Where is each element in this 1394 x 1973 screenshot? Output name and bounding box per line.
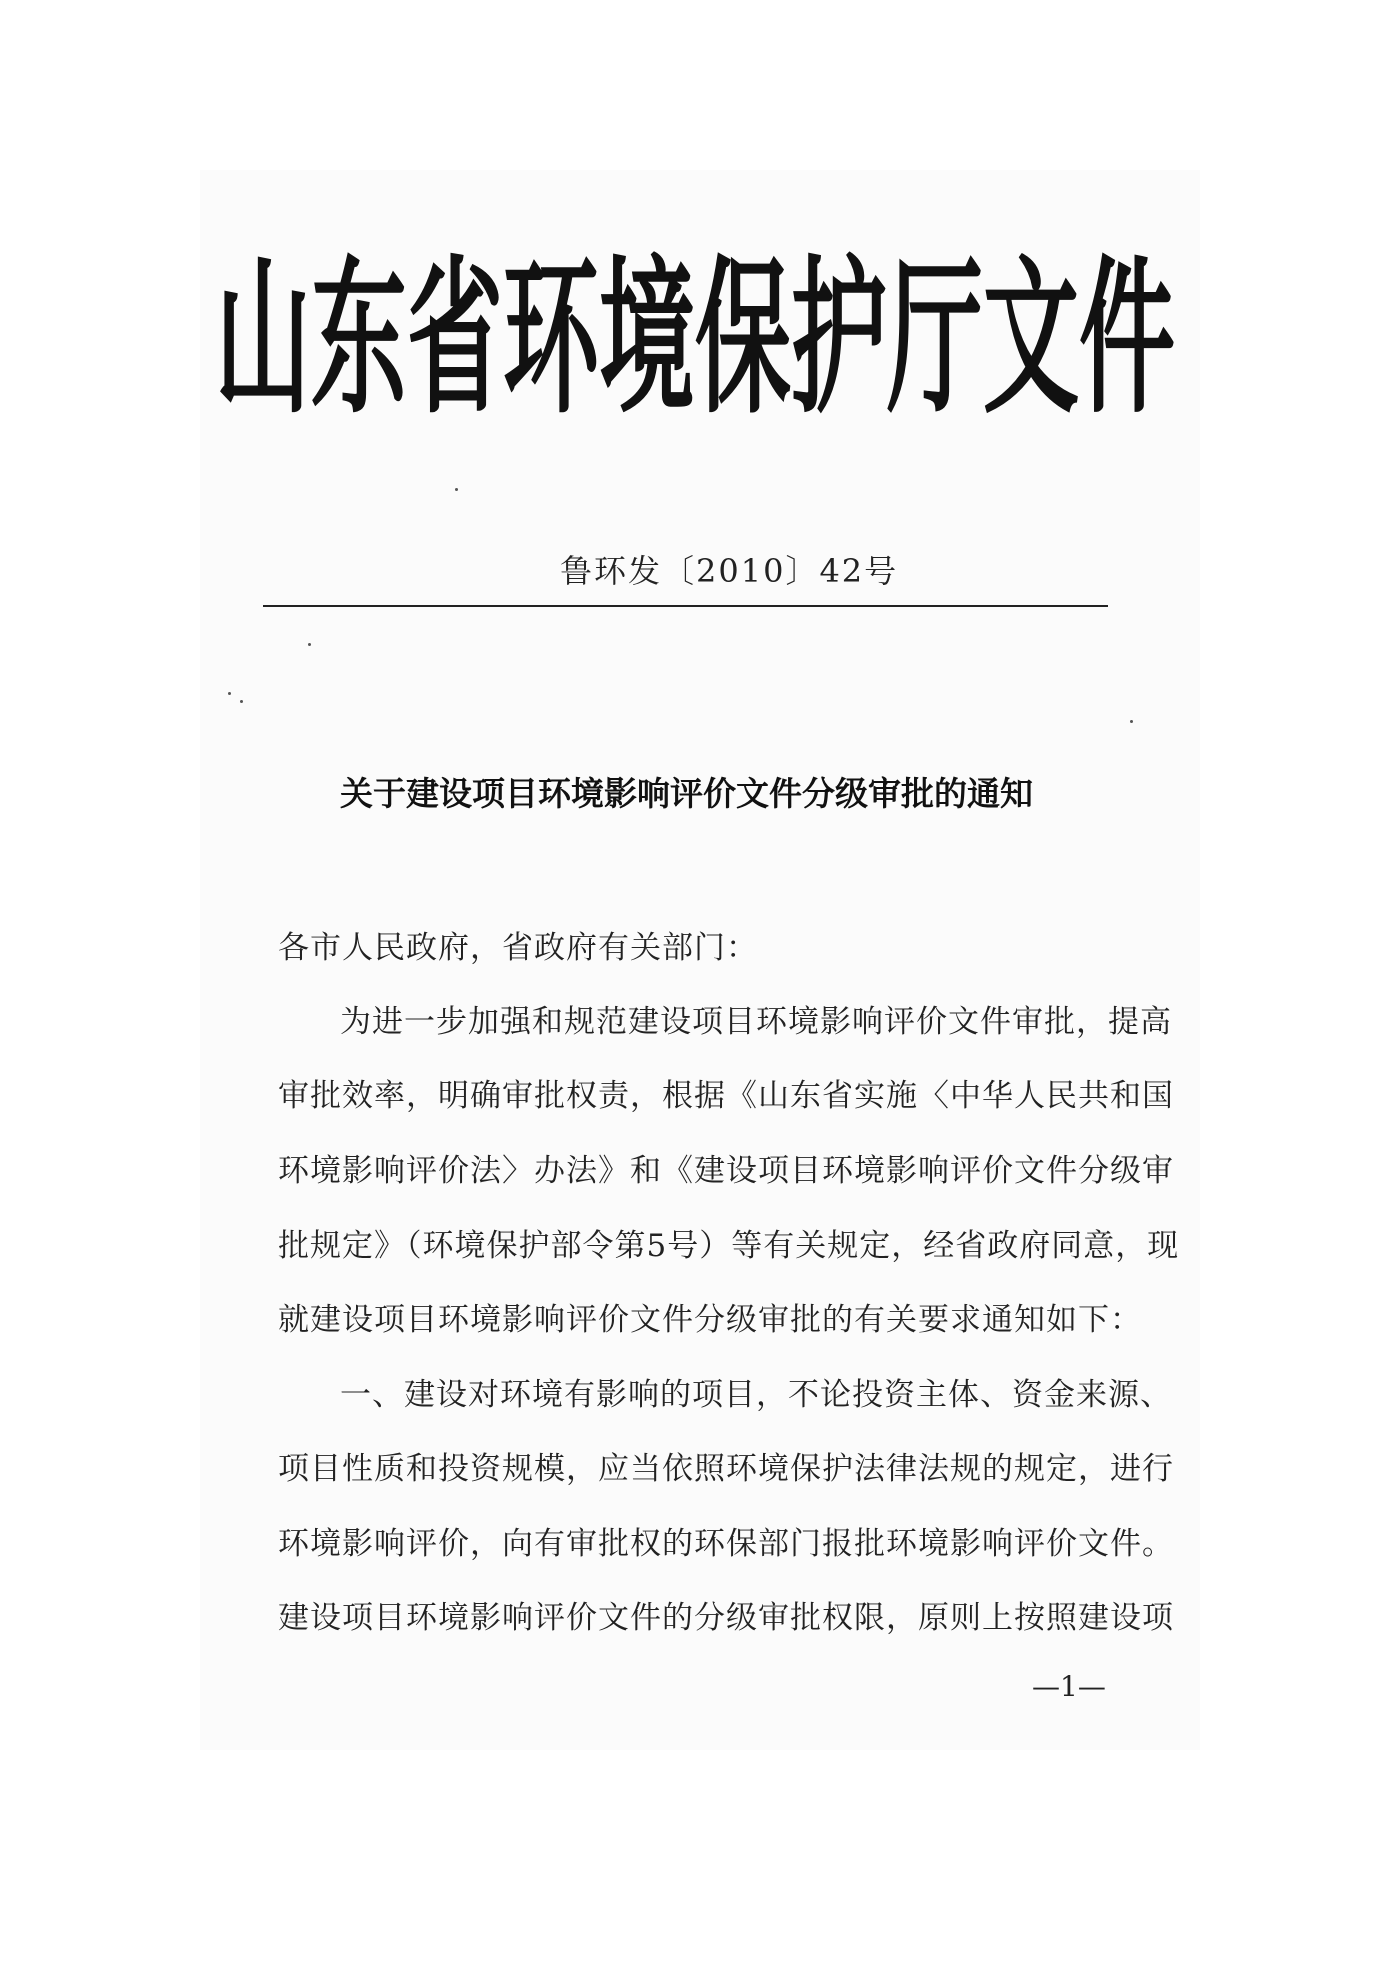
notice-title: 关于建设项目环境影响评价文件分级审批的通知 (340, 774, 1033, 813)
body-line: 一、建设对环境有影响的项目，不论投资主体、资金来源、 (340, 1377, 1172, 1413)
body-line: 建设项目环境影响评价文件的分级审批权限，原则上按照建设项 (278, 1600, 1174, 1636)
header-divider (263, 605, 1108, 607)
document-number: 鲁环发〔2010〕42号 (560, 552, 899, 590)
body-line: 为进一步加强和规范建设项目环境影响评价文件审批，提高 (340, 1004, 1172, 1040)
body-line: 就建设项目环境影响评价文件分级审批的有关要求通知如下： (278, 1302, 1142, 1338)
scan-speck (240, 700, 243, 703)
body-line: 批规定》（环境保护部令第5号）等有关规定，经省政府同意，现 (278, 1228, 1180, 1264)
scan-speck (1130, 720, 1133, 723)
body-line: 环境影响评价法〉办法》和《建设项目环境影响评价文件分级审 (278, 1153, 1174, 1189)
body-line: 审批效率，明确审批权责，根据《山东省实施〈中华人民共和国 (278, 1078, 1174, 1114)
scan-speck (455, 488, 458, 491)
masthead (215, 230, 1175, 437)
body-line: 环境影响评价，向有审批权的环保部门报批环境影响评价文件。 (278, 1526, 1174, 1562)
body-line: 项目性质和投资规模，应当依照环境保护法律法规的规定，进行 (278, 1451, 1174, 1487)
masthead-title: 山东省环境保护厅文件 (215, 240, 1175, 437)
salutation: 各市人民政府，省政府有关部门： (278, 930, 758, 966)
scan-speck (308, 643, 311, 646)
page-number: —1— (1032, 1670, 1106, 1703)
scan-speck (228, 692, 231, 695)
